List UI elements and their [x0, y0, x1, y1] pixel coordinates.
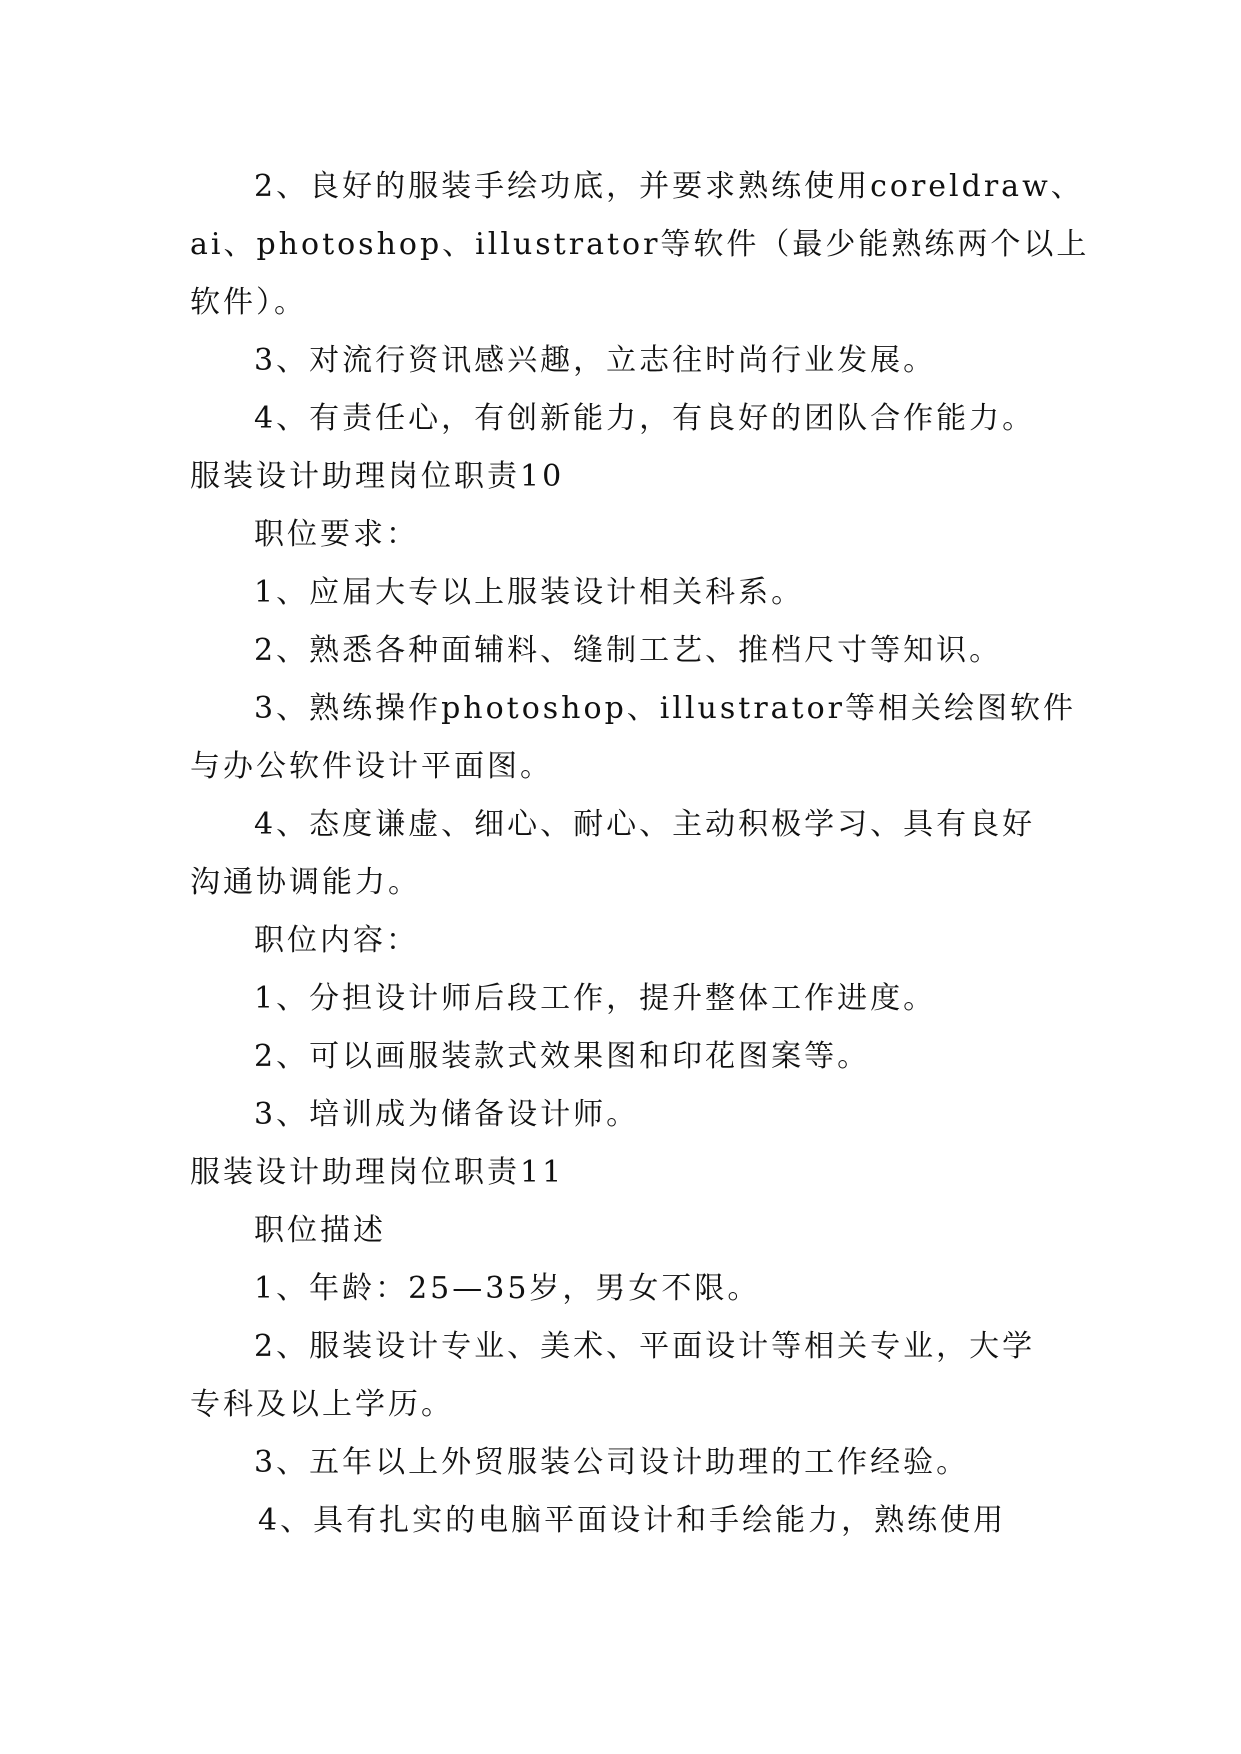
text-line: 与办公软件设计平面图。	[190, 749, 553, 784]
text-line: 3、对流行资讯感兴趣，立志往时尚行业发展。	[254, 343, 937, 378]
text-line: 职位要求：	[254, 517, 419, 552]
text-line: 4、态度谦虚、细心、耐心、主动积极学习、具有良好	[254, 807, 1036, 842]
text-line: 1、应届大专以上服装设计相关科系。	[254, 575, 805, 610]
text-line: ai、photoshop、illustrator等软件（最少能熟练两个以上	[190, 227, 1090, 262]
section-heading: 服装设计助理岗位职责10	[190, 459, 565, 494]
text-line: 3、培训成为储备设计师。	[254, 1097, 640, 1132]
text-line: 2、良好的服装手绘功底，并要求熟练使用coreldraw、	[254, 169, 1084, 204]
text-line: 软件）。	[190, 285, 307, 320]
text-line: 职位内容：	[254, 923, 419, 958]
text-line: 4、有责任心，有创新能力，有良好的团队合作能力。	[254, 401, 1036, 436]
text-line: 3、五年以上外贸服装公司设计助理的工作经验。	[254, 1445, 970, 1480]
text-line: 3、熟练操作photoshop、illustrator等相关绘图软件	[254, 691, 1077, 726]
text-line: 专科及以上学历。	[190, 1387, 454, 1422]
text-line: 职位描述	[254, 1213, 386, 1248]
text-line: 2、可以画服装款式效果图和印花图案等。	[254, 1039, 871, 1074]
text-line: 2、服装设计专业、美术、平面设计等相关专业，大学	[254, 1329, 1036, 1364]
section-heading: 服装设计助理岗位职责11	[190, 1155, 565, 1190]
text-line: 4、具有扎实的电脑平面设计和手绘能力，熟练使用	[258, 1503, 1007, 1538]
text-line: 1、分担设计师后段工作，提升整体工作进度。	[254, 981, 937, 1016]
text-line: 2、熟悉各种面辅料、缝制工艺、推档尺寸等知识。	[254, 633, 1003, 668]
text-line: 沟通协调能力。	[190, 865, 421, 900]
text-line: 1、年龄：25—35岁，男女不限。	[254, 1271, 761, 1306]
